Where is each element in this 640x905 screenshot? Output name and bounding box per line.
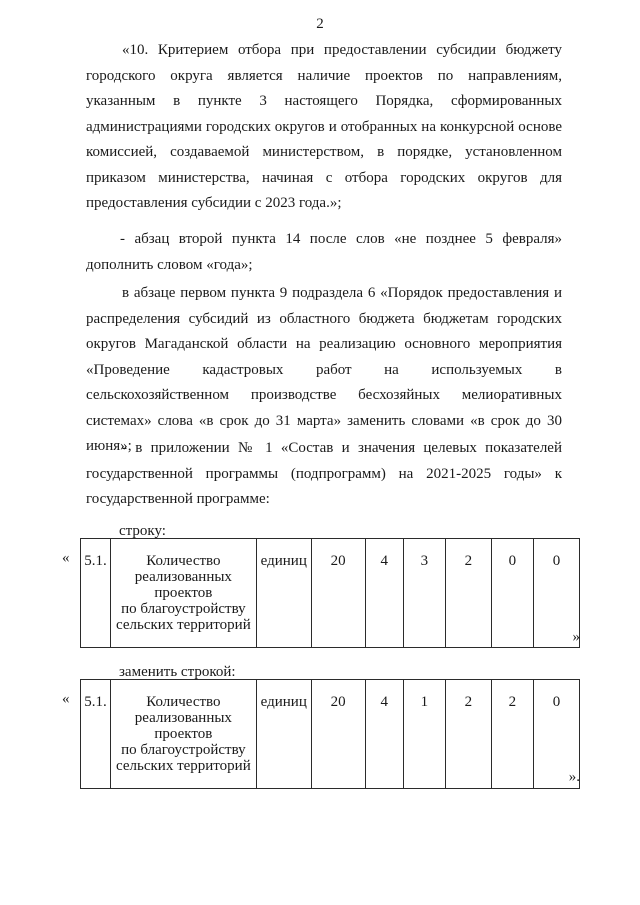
- indicator-name-line: Количество: [146, 553, 221, 569]
- value-cell: 3: [403, 539, 445, 648]
- row-number-cell: 5.1.: [81, 680, 111, 789]
- value-cell: 4: [365, 539, 403, 648]
- unit-cell: единиц: [256, 539, 311, 648]
- indicator-name-line: Количество: [146, 694, 221, 710]
- indicator-name-line: сельских территорий: [116, 617, 251, 633]
- value-cell: 0: [533, 539, 579, 648]
- indicator-name-line: реализованных: [134, 710, 232, 726]
- indicator-name-line: проектов: [154, 726, 213, 742]
- indicator-name-cell: [110, 680, 256, 789]
- value-cell: 4: [365, 680, 403, 789]
- closing-quote: »: [572, 629, 580, 645]
- opening-quote: «: [62, 550, 70, 566]
- unit-cell: единиц: [256, 680, 311, 789]
- paragraph-appendix-1: [86, 436, 562, 513]
- indicator-row-table: [80, 679, 580, 789]
- paragraph-text: - абзац второй пункта 14 после слов «не позднее 5 февраля» дополнить словом «года»;: [86, 231, 562, 273]
- indicator-name-line: реализованных: [134, 569, 232, 585]
- paragraph-text: в абзаце первом пункта 9 подраздела 6 «Порядок предоставления и распределения субсидий из областного бюджета бюджетам городских округов Магаданской области на реализацию основного мероприятия «Проведение кадастровых работ на используемых в сельскохозяйственном производстве бесхозяйных мелиоративных системах» слова «в срок до 31 марта» заменить словами «в срок до 30 июня»;: [86, 285, 562, 454]
- paragraph-second-abzac: [86, 227, 562, 278]
- value-cell: 0: [533, 680, 579, 789]
- paragraph-text: «10. Критерием отбора при предоставлении субсидии бюджету городского округа является наличие проектов по направлениям, указанным в пункте 3 настоящего Порядка, сформированных администрациями городских округов и отобранных на конкурсной основе комиссией, создаваемой министерством, в порядке, установленном приказом министерства, начиная с отбора городских округов для предоставления субсидии с 2023 года.»;: [86, 42, 562, 211]
- value-cell: 2: [445, 680, 491, 789]
- indicator-name-line: проектов: [154, 585, 213, 601]
- replace-label: заменить строкой:: [119, 664, 236, 680]
- paragraph-subsidy-order: [86, 281, 562, 460]
- paragraph-criterion: [86, 38, 562, 217]
- table-row: [81, 539, 580, 648]
- value-cell: 0: [491, 539, 533, 648]
- indicator-name-line: по благоустройству: [121, 742, 246, 758]
- value-cell: 2: [445, 539, 491, 648]
- table-row: [81, 680, 580, 789]
- indicator-row-table: [80, 538, 580, 648]
- original-row-block: [62, 538, 580, 646]
- indicator-name-line: сельских территорий: [116, 758, 251, 774]
- value-cell: 20: [311, 680, 365, 789]
- paragraph-text: - в приложении № 1 «Состав и значения целевых показателей государственной программы (подпрограмм) на 2021-2025 годы» к государственной программе:: [86, 440, 562, 507]
- indicator-name-line: по благоустройству: [121, 601, 246, 617]
- closing-quote: ».: [568, 769, 580, 785]
- indicator-name-cell: [110, 539, 256, 648]
- replacement-row-block: [62, 679, 580, 786]
- opening-quote: «: [62, 691, 70, 707]
- row-number-cell: 5.1.: [81, 539, 111, 648]
- value-cell: 1: [403, 680, 445, 789]
- value-cell: 20: [311, 539, 365, 648]
- page-number: 2: [316, 16, 324, 32]
- value-cell: 2: [491, 680, 533, 789]
- row-label: строку:: [119, 523, 166, 539]
